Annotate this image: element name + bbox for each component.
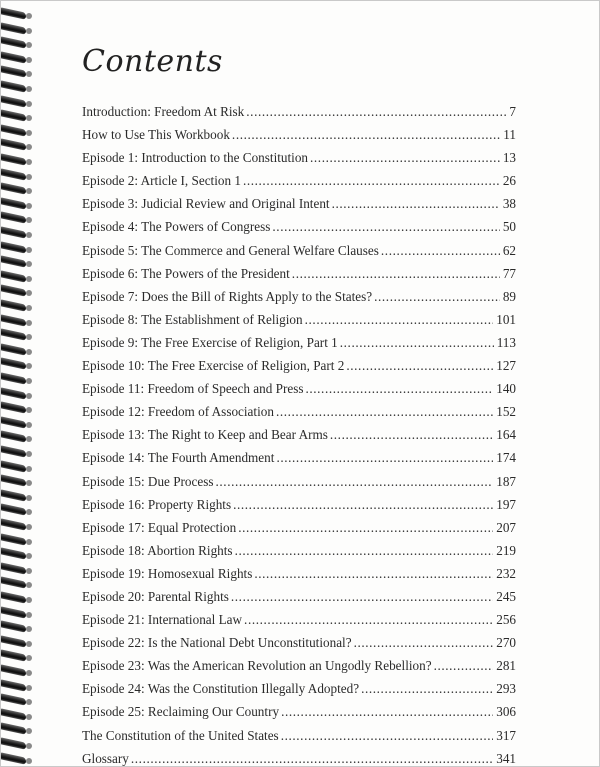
toc-entry bbox=[82, 239, 516, 262]
toc-entry-label: Introduction: Freedom At Risk bbox=[82, 104, 245, 119]
spiral-binding bbox=[0, 0, 34, 767]
toc-entry bbox=[82, 493, 516, 516]
toc-entry bbox=[82, 423, 516, 446]
toc-entry-page-number: 13 bbox=[502, 150, 516, 166]
toc-entry-label: Episode 20: Parental Rights bbox=[82, 588, 229, 604]
punch-hole bbox=[26, 188, 32, 194]
toc-entry-page-number: 197 bbox=[496, 496, 516, 512]
toc-entry bbox=[82, 654, 516, 677]
dot-leader bbox=[346, 354, 493, 377]
toc-entry-label: Episode 25: Reclaiming Our Country bbox=[82, 704, 280, 720]
spiral-coil bbox=[0, 445, 26, 458]
toc-entry-label: Episode 6: The Powers of the President bbox=[82, 265, 290, 281]
dot-leader bbox=[292, 262, 500, 285]
toc-entry bbox=[82, 539, 516, 562]
spiral-coil bbox=[0, 635, 26, 648]
toc-entry-page-number: 164 bbox=[496, 427, 516, 443]
dot-leader bbox=[434, 654, 494, 677]
punch-hole bbox=[26, 568, 32, 574]
spiral-coil bbox=[0, 197, 26, 210]
punch-hole bbox=[26, 699, 32, 705]
toc-entry bbox=[82, 285, 516, 308]
punch-hole bbox=[26, 363, 32, 369]
toc-entry-label: Episode 3: Judicial Review and Original Intent bbox=[82, 196, 330, 212]
toc-entry-page-number: 89 bbox=[502, 288, 516, 304]
toc-entry-label: Episode 24: Was the Constitution Illegally Adopted? bbox=[82, 681, 360, 697]
punch-hole bbox=[26, 451, 32, 457]
spiral-coil bbox=[0, 343, 26, 356]
spiral-coil bbox=[0, 723, 26, 736]
spiral-coil bbox=[0, 431, 26, 444]
toc-entry-label: Episode 17: Equal Protection bbox=[82, 519, 237, 535]
spiral-coil bbox=[0, 650, 26, 663]
punch-hole bbox=[26, 101, 32, 107]
toc-entry-label: Episode 19: Homosexual Rights bbox=[82, 565, 253, 581]
toc-entry-label: Episode 1: Introduction to the Constitution bbox=[82, 150, 309, 166]
toc-entry-page-number: 245 bbox=[496, 588, 516, 604]
punch-hole bbox=[26, 159, 32, 165]
toc-entry-label: Episode 21: International Law bbox=[82, 612, 243, 628]
toc-entry-page-number: 113 bbox=[496, 334, 516, 350]
toc-entry-label: Episode 2: Article I, Section 1 bbox=[82, 173, 241, 189]
toc-entry-label: Episode 12: Freedom of Association bbox=[82, 404, 274, 420]
spiral-coil bbox=[0, 620, 26, 633]
dot-leader bbox=[310, 146, 500, 169]
punch-hole bbox=[26, 407, 32, 413]
spiral-coil bbox=[0, 533, 26, 546]
toc-entry bbox=[82, 677, 516, 700]
spiral-coil bbox=[0, 591, 26, 604]
spiral-coil bbox=[0, 36, 26, 49]
spiral-coil bbox=[0, 474, 26, 487]
toc-entry-page-number: 341 bbox=[496, 750, 516, 766]
toc-entry-page-number: 219 bbox=[496, 542, 516, 558]
spiral-coil bbox=[0, 489, 26, 502]
spiral-coil bbox=[0, 752, 26, 765]
dot-leader bbox=[254, 562, 493, 585]
spiral-coil bbox=[0, 679, 26, 692]
toc-entry bbox=[82, 516, 516, 539]
punch-hole bbox=[26, 232, 32, 238]
spiral-coil bbox=[0, 182, 26, 195]
toc-entry-label: Episode 10: The Free Exercise of Religion, Part 2 bbox=[82, 358, 345, 374]
dot-leader bbox=[332, 192, 500, 215]
spiral-coil bbox=[0, 577, 26, 590]
spiral-coil bbox=[0, 562, 26, 575]
toc-entry bbox=[82, 354, 516, 377]
spiral-coil bbox=[0, 328, 26, 341]
toc-entry bbox=[82, 377, 516, 400]
punch-hole bbox=[26, 509, 32, 515]
dot-leader bbox=[330, 423, 493, 446]
punch-hole bbox=[26, 495, 32, 501]
spiral-coil bbox=[0, 168, 26, 181]
punch-hole bbox=[26, 115, 32, 121]
punch-hole bbox=[26, 42, 32, 48]
punch-hole bbox=[26, 612, 32, 618]
punch-hole bbox=[26, 13, 32, 19]
spiral-coil bbox=[0, 693, 26, 706]
toc-entry-label: How to Use This Workbook bbox=[82, 127, 230, 143]
spiral-coil bbox=[0, 518, 26, 531]
spiral-coil bbox=[0, 95, 26, 108]
spiral-coil bbox=[0, 387, 26, 400]
dot-leader bbox=[216, 470, 494, 493]
spiral-coil bbox=[0, 51, 26, 64]
spiral-coil bbox=[0, 547, 26, 560]
spiral-coil bbox=[0, 212, 26, 225]
dot-leader bbox=[246, 100, 506, 123]
punch-hole bbox=[26, 334, 32, 340]
toc-entry bbox=[82, 308, 516, 331]
punch-hole bbox=[26, 436, 32, 442]
dot-leader bbox=[281, 724, 494, 747]
toc-entry-label: Episode 22: Is the National Debt Unconstitutional? bbox=[82, 635, 352, 651]
punch-hole bbox=[26, 480, 32, 486]
dot-leader bbox=[233, 493, 493, 516]
dot-leader bbox=[276, 400, 493, 423]
dot-leader bbox=[305, 377, 493, 400]
punch-hole bbox=[26, 524, 32, 530]
punch-hole bbox=[26, 597, 32, 603]
toc-entry bbox=[82, 100, 516, 123]
toc-entry-label: Episode 8: The Establishment of Religion bbox=[82, 311, 303, 327]
spiral-coil bbox=[0, 139, 26, 152]
punch-hole bbox=[26, 217, 32, 223]
toc-entry-page-number: 306 bbox=[496, 704, 516, 720]
punch-hole bbox=[26, 728, 32, 734]
toc-entry-label: Episode 23: Was the American Revolution an Ungodly Rebellion? bbox=[82, 658, 432, 674]
spiral-coil bbox=[0, 7, 26, 20]
punch-hole bbox=[26, 320, 32, 326]
punch-hole bbox=[26, 714, 32, 720]
dot-leader bbox=[244, 608, 493, 631]
toc-entry-label: Episode 4: The Powers of Congress bbox=[82, 219, 271, 235]
toc-entry bbox=[82, 446, 516, 469]
toc-entry bbox=[82, 123, 516, 146]
punch-hole bbox=[26, 743, 32, 749]
toc-entry-page-number: 317 bbox=[496, 727, 516, 743]
dot-leader bbox=[281, 700, 493, 723]
toc-entry-page-number: 207 bbox=[496, 519, 516, 535]
punch-hole bbox=[26, 582, 32, 588]
toc-entry bbox=[82, 146, 516, 169]
table-of-contents bbox=[82, 100, 516, 767]
toc-entry-label: Episode 13: The Right to Keep and Bear Arms bbox=[82, 427, 328, 443]
toc-entry-label: Episode 9: The Free Exercise of Religion, Part 1 bbox=[82, 334, 338, 350]
spiral-coil bbox=[0, 66, 26, 79]
punch-hole bbox=[26, 57, 32, 63]
spiral-coil bbox=[0, 314, 26, 327]
toc-entry-page-number: 256 bbox=[496, 612, 516, 628]
punch-hole bbox=[26, 71, 32, 77]
spiral-coil bbox=[0, 358, 26, 371]
punch-hole bbox=[26, 349, 32, 355]
toc-entry-page-number: 77 bbox=[502, 265, 516, 281]
toc-entry bbox=[82, 331, 516, 354]
toc-entry-label: The Constitution of the United States bbox=[82, 727, 279, 743]
spiral-coil bbox=[0, 416, 26, 429]
toc-entry bbox=[82, 262, 516, 285]
dot-leader bbox=[232, 123, 500, 146]
dot-leader bbox=[374, 285, 500, 308]
spiral-coil bbox=[0, 737, 26, 750]
toc-entry-label: Episode 5: The Commerce and General Welfare Clauses bbox=[82, 242, 379, 258]
spiral-coil bbox=[0, 226, 26, 239]
toc-entry-page-number: 7 bbox=[509, 104, 516, 119]
punch-hole bbox=[26, 130, 32, 136]
toc-entry-label: Episode 15: Due Process bbox=[82, 473, 214, 489]
toc-entry bbox=[82, 400, 516, 423]
toc-entry bbox=[82, 631, 516, 654]
toc-entry-label: Episode 11: Freedom of Speech and Press bbox=[82, 381, 304, 397]
toc-entry-page-number: 281 bbox=[496, 658, 516, 674]
punch-hole bbox=[26, 174, 32, 180]
toc-entry-page-number: 152 bbox=[496, 404, 516, 420]
spiral-coil bbox=[0, 504, 26, 517]
toc-entry-page-number: 293 bbox=[496, 681, 516, 697]
dot-leader bbox=[231, 585, 493, 608]
spiral-coil bbox=[0, 708, 26, 721]
spiral-coil bbox=[0, 664, 26, 677]
toc-entry-page-number: 187 bbox=[496, 473, 516, 489]
toc-entry-label: Glossary bbox=[82, 750, 129, 766]
dot-leader bbox=[361, 677, 493, 700]
punch-hole bbox=[26, 261, 32, 267]
dot-leader bbox=[354, 631, 494, 654]
spiral-coil bbox=[0, 372, 26, 385]
toc-entry-page-number: 101 bbox=[496, 311, 516, 327]
punch-hole bbox=[26, 758, 32, 764]
punch-hole bbox=[26, 655, 32, 661]
spiral-coil bbox=[0, 80, 26, 93]
punch-hole bbox=[26, 422, 32, 428]
punch-hole bbox=[26, 466, 32, 472]
toc-entry-page-number: 11 bbox=[503, 127, 516, 143]
spiral-coil bbox=[0, 109, 26, 122]
toc-entry bbox=[82, 700, 516, 723]
punch-hole bbox=[26, 86, 32, 92]
toc-entry bbox=[82, 215, 516, 238]
toc-entry-page-number: 174 bbox=[496, 450, 516, 466]
toc-entry-page-number: 38 bbox=[502, 196, 516, 212]
toc-entry bbox=[82, 747, 516, 767]
punch-hole bbox=[26, 290, 32, 296]
toc-entry-label: Episode 16: Property Rights bbox=[82, 496, 232, 512]
toc-entry-page-number: 62 bbox=[502, 242, 516, 258]
punch-hole bbox=[26, 28, 32, 34]
punch-hole bbox=[26, 685, 32, 691]
toc-entry-label: Episode 14: The Fourth Amendment bbox=[82, 450, 275, 466]
punch-hole bbox=[26, 247, 32, 253]
punch-hole bbox=[26, 144, 32, 150]
spiral-coil bbox=[0, 299, 26, 312]
toc-entry bbox=[82, 608, 516, 631]
punch-hole bbox=[26, 378, 32, 384]
spiral-coil bbox=[0, 124, 26, 137]
spiral-coil bbox=[0, 255, 26, 268]
punch-hole bbox=[26, 553, 32, 559]
spiral-coil bbox=[0, 460, 26, 473]
toc-entry bbox=[82, 724, 516, 747]
dot-leader bbox=[235, 539, 494, 562]
punch-hole bbox=[26, 626, 32, 632]
dot-leader bbox=[131, 747, 493, 767]
punch-hole bbox=[26, 670, 32, 676]
punch-hole bbox=[26, 203, 32, 209]
toc-entry bbox=[82, 562, 516, 585]
toc-entry-page-number: 127 bbox=[496, 358, 516, 374]
toc-entry bbox=[82, 470, 516, 493]
punch-hole bbox=[26, 641, 32, 647]
dot-leader bbox=[381, 239, 500, 262]
punch-hole bbox=[26, 276, 32, 282]
punch-hole bbox=[26, 539, 32, 545]
toc-entry-page-number: 50 bbox=[502, 219, 516, 235]
punch-hole bbox=[26, 305, 32, 311]
page-title: Contents bbox=[82, 44, 223, 79]
toc-entry-label: Episode 18: Abortion Rights bbox=[82, 542, 233, 558]
spiral-coil bbox=[0, 606, 26, 619]
toc-entry-page-number: 140 bbox=[496, 381, 516, 397]
dot-leader bbox=[238, 516, 493, 539]
punch-hole bbox=[26, 393, 32, 399]
spiral-coil bbox=[0, 285, 26, 298]
toc-entry bbox=[82, 585, 516, 608]
spiral-coil bbox=[0, 401, 26, 414]
toc-entry bbox=[82, 192, 516, 215]
toc-entry-page-number: 232 bbox=[496, 565, 516, 581]
spiral-coil bbox=[0, 270, 26, 283]
dot-leader bbox=[340, 331, 494, 354]
spiral-coil bbox=[0, 22, 26, 35]
toc-entry-page-number: 270 bbox=[496, 635, 516, 651]
toc-entry bbox=[82, 169, 516, 192]
spiral-coil bbox=[0, 153, 26, 166]
dot-leader bbox=[276, 446, 493, 469]
dot-leader bbox=[243, 169, 500, 192]
dot-leader bbox=[272, 215, 499, 238]
toc-entry-page-number: 26 bbox=[502, 173, 516, 189]
dot-leader bbox=[305, 308, 494, 331]
toc-entry-label: Episode 7: Does the Bill of Rights Apply to the States? bbox=[82, 288, 373, 304]
spiral-coil bbox=[0, 241, 26, 254]
